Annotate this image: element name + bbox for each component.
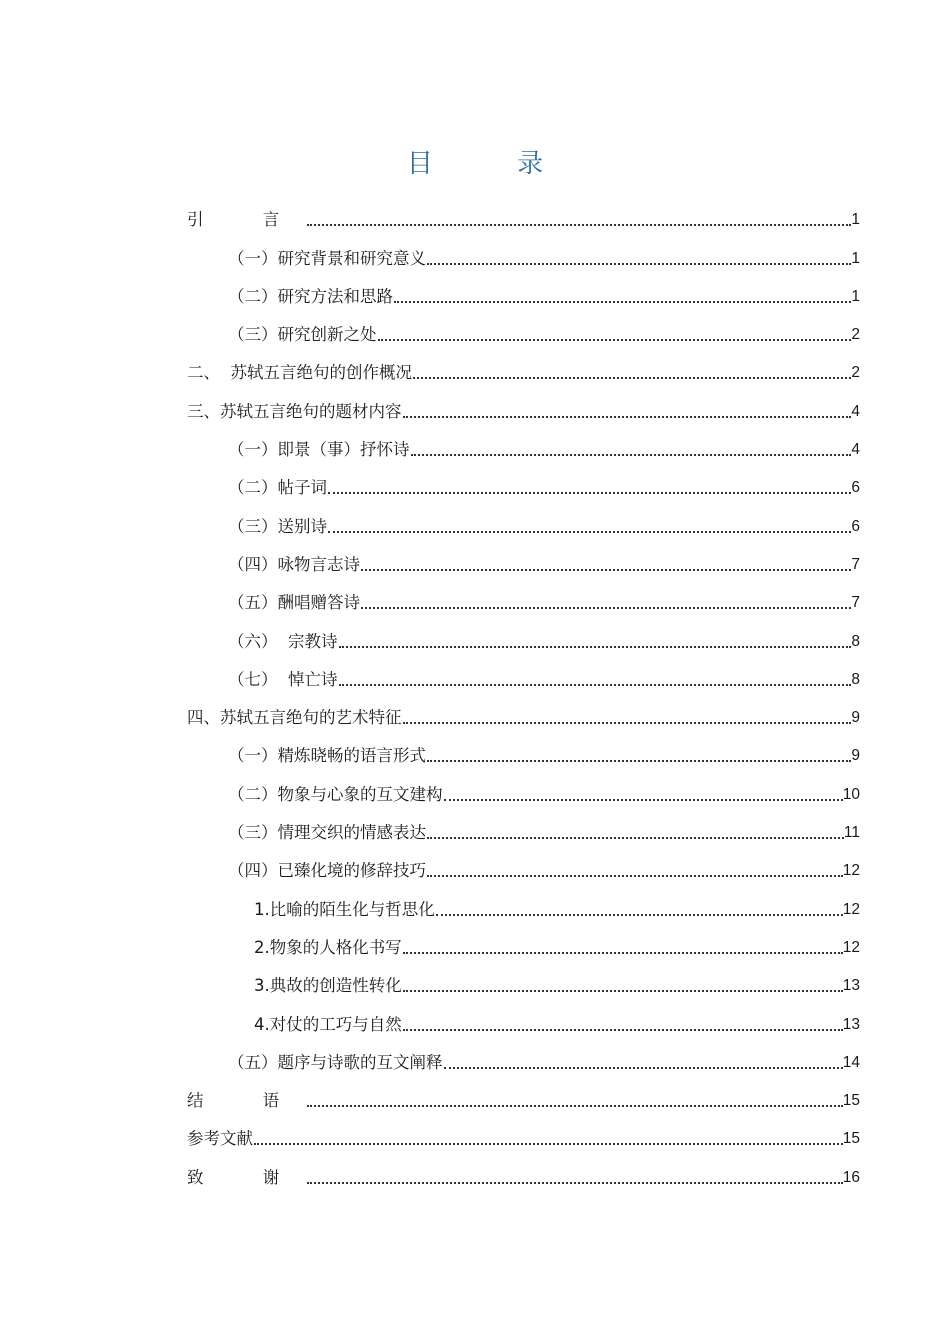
toc-dot-leader (403, 722, 852, 724)
toc-entry-text: （七） 悼亡诗 (228, 669, 338, 689)
toc-entry-3-4[interactable] (187, 542, 860, 580)
toc-entry-text: （二）帖子词 (228, 478, 327, 498)
toc-dot-leader (307, 1182, 843, 1184)
toc-dot-leader (307, 224, 851, 226)
toc-entry-text: （二）物象与心象的互文建构 (228, 784, 443, 804)
toc-entry-4-3[interactable] (187, 810, 860, 848)
toc-entry-4-4-3[interactable] (187, 963, 860, 1001)
toc-page-number: 8 (851, 670, 860, 688)
toc-entry-text: 致 谢 (187, 1167, 307, 1187)
toc-entry-4-5[interactable] (187, 1040, 860, 1078)
toc-page-number: 6 (851, 517, 860, 535)
toc-entry-3-6[interactable] (187, 618, 860, 656)
table-of-contents (187, 197, 860, 1193)
toc-entry-3-2[interactable] (187, 465, 860, 503)
toc-entry-text: 4.对仗的工巧与自然 (254, 1014, 402, 1034)
toc-entry-text: 参考文献 (187, 1129, 253, 1149)
toc-page-number: 2 (851, 326, 860, 344)
toc-dot-leader (444, 1067, 843, 1069)
toc-entry-4-1[interactable] (187, 733, 860, 771)
toc-title: 目 录 (406, 149, 582, 179)
toc-page-number: 11 (843, 824, 860, 842)
toc-entry-text: （五）酬唱赠答诗 (228, 593, 360, 613)
toc-dot-leader (427, 875, 843, 877)
toc-entry-3-1[interactable] (187, 427, 860, 465)
toc-entry-research-innovation[interactable] (187, 312, 860, 350)
toc-dot-leader (427, 263, 851, 265)
toc-dot-leader (328, 492, 851, 494)
toc-page-number: 10 (842, 785, 860, 803)
toc-entry-acknowledgements[interactable] (187, 1154, 860, 1192)
toc-dot-leader (427, 837, 844, 839)
toc-entry-3-3[interactable] (187, 503, 860, 541)
toc-entry-introduction[interactable] (187, 197, 860, 235)
toc-entry-text: （一）精炼晓畅的语言形式 (228, 746, 426, 766)
toc-page-number: 4 (851, 402, 860, 420)
toc-page-number: 4 (851, 441, 860, 459)
toc-page-number: 15 (842, 1092, 860, 1110)
toc-page-number: 9 (851, 747, 860, 765)
toc-dot-leader (436, 914, 843, 916)
toc-dot-leader (394, 301, 851, 303)
toc-entry-chapter-3[interactable] (187, 388, 860, 426)
toc-dot-leader (427, 760, 851, 762)
toc-dot-leader (361, 607, 851, 609)
toc-page-number: 16 (842, 1168, 860, 1186)
toc-page-number: 12 (842, 938, 860, 956)
toc-entry-4-4-4[interactable] (187, 1001, 860, 1039)
toc-entry-3-5[interactable] (187, 580, 860, 618)
toc-page-number: 15 (842, 1130, 860, 1148)
toc-entry-4-4-2[interactable] (187, 925, 860, 963)
toc-entry-text: （二）研究方法和思路 (228, 286, 393, 306)
toc-page-number: 2 (851, 364, 860, 382)
toc-dot-leader (361, 569, 851, 571)
toc-dot-leader (403, 990, 843, 992)
toc-entry-text: （三）送别诗 (228, 516, 327, 536)
toc-entry-research-background[interactable] (187, 235, 860, 273)
toc-page-number: 13 (842, 977, 860, 995)
toc-page-number: 12 (842, 900, 860, 918)
toc-page-number: 1 (851, 211, 860, 229)
toc-dot-leader (339, 646, 852, 648)
toc-entry-conclusion[interactable] (187, 1078, 860, 1116)
toc-dot-leader (403, 1029, 843, 1031)
toc-dot-leader (328, 531, 851, 533)
toc-page-number: 7 (851, 555, 860, 573)
toc-dot-leader (411, 454, 852, 456)
toc-entry-4-4[interactable] (187, 848, 860, 886)
toc-entry-4-2[interactable] (187, 771, 860, 809)
toc-page-number: 13 (842, 1015, 860, 1033)
toc-entry-text: （四）已臻化境的修辞技巧 (228, 861, 426, 881)
toc-page-number: 7 (851, 594, 860, 612)
toc-entry-text: 引 言 (187, 210, 307, 230)
toc-dot-leader (339, 684, 852, 686)
toc-dot-leader (254, 1143, 843, 1145)
toc-entry-text: （六） 宗教诗 (228, 631, 338, 651)
toc-entry-text: （三）研究创新之处 (228, 325, 377, 345)
toc-entry-text: 1.比喻的陌生化与哲思化 (254, 899, 435, 919)
toc-dot-leader (444, 799, 843, 801)
toc-dot-leader (307, 1105, 843, 1107)
toc-dot-leader (413, 377, 851, 379)
toc-entry-text: （四）咏物言志诗 (228, 554, 360, 574)
toc-entry-3-7[interactable] (187, 657, 860, 695)
toc-entry-text: （一）研究背景和研究意义 (228, 248, 426, 268)
toc-entry-text: 结 语 (187, 1091, 307, 1111)
toc-entry-research-method[interactable] (187, 274, 860, 312)
toc-entry-text: 3.典故的创造性转化 (254, 976, 402, 996)
toc-entry-text: 二、 苏轼五言绝句的创作概况 (187, 363, 412, 383)
toc-dot-leader (403, 416, 852, 418)
toc-dot-leader (403, 952, 843, 954)
toc-page-number: 14 (842, 1053, 860, 1071)
toc-entry-text: 三、苏轼五言绝句的题材内容 (187, 401, 402, 421)
toc-entry-text: （一）即景（事）抒怀诗 (228, 440, 410, 460)
toc-entry-references[interactable] (187, 1116, 860, 1154)
toc-entry-chapter-4[interactable] (187, 695, 860, 733)
toc-entry-chapter-2[interactable] (187, 350, 860, 388)
toc-entry-text: 2.物象的人格化书写 (254, 937, 402, 957)
toc-entry-text: 四、苏轼五言绝句的艺术特征 (187, 708, 402, 728)
toc-page-number: 6 (851, 479, 860, 497)
toc-page-number: 1 (851, 287, 860, 305)
toc-page-number: 12 (842, 862, 860, 880)
toc-page-number: 9 (851, 709, 860, 727)
toc-entry-text: （三）情理交织的情感表达 (228, 823, 426, 843)
toc-entry-text: （五）题序与诗歌的互文阐释 (228, 1052, 443, 1072)
toc-page-number: 1 (851, 249, 860, 267)
toc-page-number: 8 (851, 632, 860, 650)
toc-dot-leader (378, 339, 852, 341)
toc-entry-4-4-1[interactable] (187, 886, 860, 924)
